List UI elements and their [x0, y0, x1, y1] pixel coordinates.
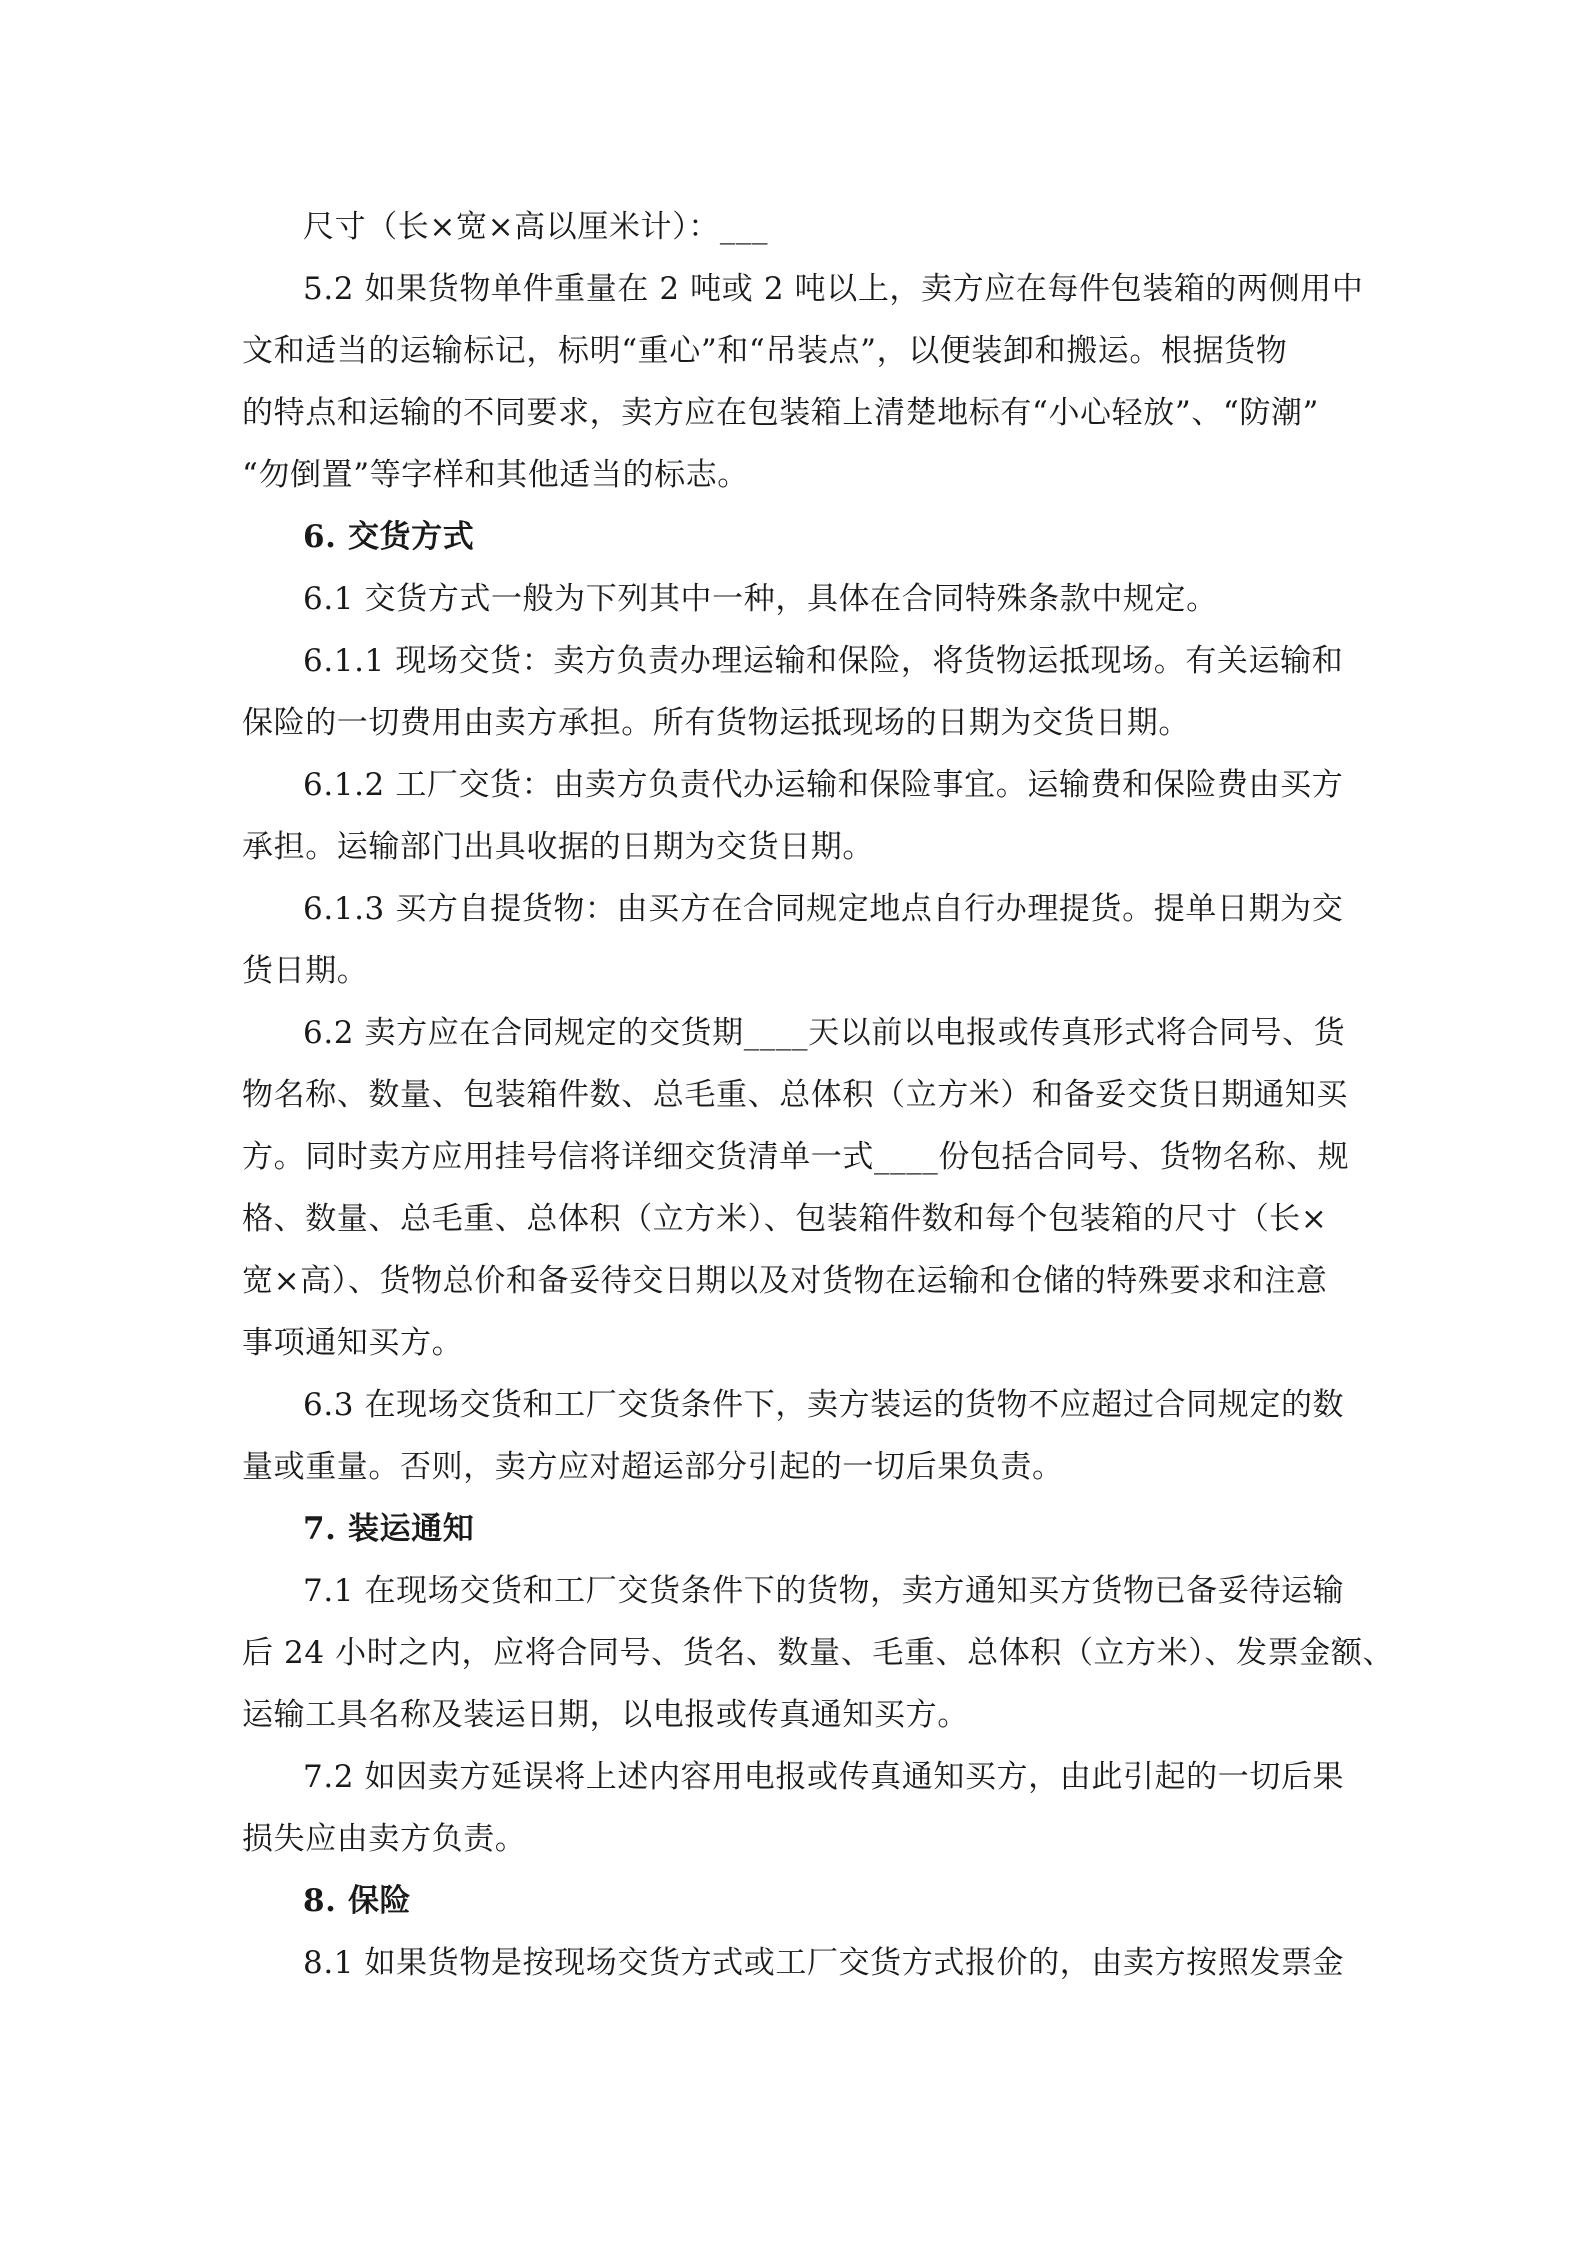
text-line: “勿倒置”等字样和其他适当的标志。 [242, 457, 749, 493]
text-line: 的特点和运输的不同要求，卖方应在包装箱上清楚地标有“小心轻放”、“防潮” [242, 395, 1319, 431]
text-line: 后 24 小时之内，应将合同号、货名、数量、毛重、总体积（立方米）、发票金额、 [242, 1635, 1395, 1671]
text-line: 尺寸（长×宽×高以厘米计）：___ [303, 209, 769, 245]
text-line: 物名称、数量、包装箱件数、总毛重、总体积（立方米）和备妥交货日期通知买 [242, 1077, 1348, 1113]
text-line: 6.2 卖方应在合同规定的交货期____天以前以电报或传真形式将合同号、货 [303, 1015, 1346, 1051]
text-line: 承担。运输部门出具收据的日期为交货日期。 [242, 829, 874, 865]
text-line: 损失应由卖方负责。 [242, 1821, 527, 1857]
section-heading: 6. 交货方式 [303, 519, 475, 555]
text-line: 6.1.3 买方自提货物：由买方在合同规定地点自行办理提货。提单日期为交 [303, 891, 1344, 927]
section-heading: 8. 保险 [303, 1883, 412, 1919]
text-line: 事项通知买方。 [242, 1325, 464, 1361]
document-page [242, 196, 1395, 1994]
text-line: 文和适当的运输标记，标明“重心”和“吊装点”，以便装卸和搬运。根据货物 [242, 333, 1288, 369]
text-line: 5.2 如果货物单件重量在 2 吨或 2 吨以上，卖方应在每件包装箱的两侧用中 [303, 271, 1364, 307]
text-line: 7.1 在现场交货和工厂交货条件下的货物，卖方通知买方货物已备妥待运输 [303, 1573, 1345, 1609]
text-line: 量或重量。否则，卖方应对超运部分引起的一切后果负责。 [242, 1449, 1064, 1485]
text-line: 保险的一切费用由卖方承担。所有货物运抵现场的日期为交货日期。 [242, 705, 1190, 741]
text-line: 7.2 如因卖方延误将上述内容用电报或传真通知买方，由此引起的一切后果 [303, 1759, 1345, 1795]
text-line: 6.3 在现场交货和工厂交货条件下，卖方装运的货物不应超过合同规定的数 [303, 1387, 1345, 1423]
text-line: 货日期。 [242, 953, 369, 989]
text-line: 8.1 如果货物是按现场交货方式或工厂交货方式报价的，由卖方按照发票金 [303, 1945, 1345, 1981]
text-line: 运输工具名称及装运日期，以电报或传真通知买方。 [242, 1697, 969, 1733]
text-line: 方。同时卖方应用挂号信将详细交货清单一式____份包括合同号、货物名称、规 [242, 1139, 1350, 1175]
text-line: 格、数量、总毛重、总体积（立方米）、包装箱件数和每个包装箱的尺寸（长× [242, 1201, 1328, 1237]
text-line: 6.1.2 工厂交货：由卖方负责代办运输和保险事宜。运输费和保险费由买方 [303, 767, 1344, 803]
text-line: 6.1 交货方式一般为下列其中一种，具体在合同特殊条款中规定。 [303, 581, 1218, 617]
text-line: 6.1.1 现场交货：卖方负责办理运输和保险，将货物运抵现场。有关运输和 [303, 643, 1344, 679]
section-heading: 7. 装运通知 [303, 1511, 475, 1547]
text-line: 宽×高）、货物总价和备妥待交日期以及对货物在运输和仓储的特殊要求和注意 [242, 1263, 1328, 1299]
